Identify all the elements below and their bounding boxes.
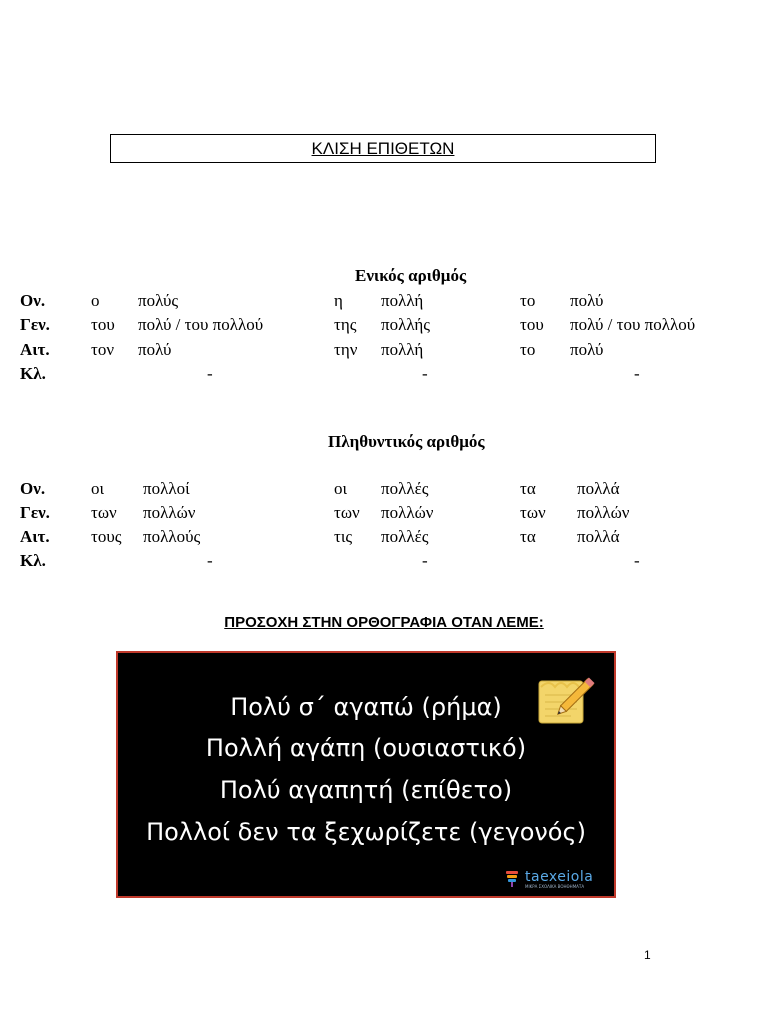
case-label: Γεν. bbox=[20, 503, 50, 522]
logo-tagline: ΜΙΚΡΑ ΣΧΟΛΙΚΑ ΒΟΗΘΗΜΑΤΑ bbox=[525, 883, 585, 889]
panel-line: Πολλοί δεν τα ξεχωρίζετε (γεγονός) bbox=[146, 818, 586, 846]
feminine-dash: - bbox=[422, 551, 428, 570]
feminine-article: της bbox=[334, 315, 357, 334]
neuter-form: πολλά bbox=[577, 479, 620, 498]
neuter-form: πολλά bbox=[577, 527, 620, 546]
neuter-article: τα bbox=[520, 479, 536, 498]
notepad-pencil-icon bbox=[535, 667, 601, 729]
case-label: Αιτ. bbox=[20, 340, 50, 359]
case-label: Ον. bbox=[20, 291, 46, 310]
page-number: 1 bbox=[644, 948, 651, 962]
table-row bbox=[0, 551, 768, 575]
logo-name: taexeiola bbox=[525, 868, 594, 885]
feminine-form: πολλές bbox=[381, 479, 429, 498]
masculine-form: πολύ bbox=[138, 340, 172, 359]
case-label: Κλ. bbox=[20, 364, 46, 383]
masculine-dash: - bbox=[207, 551, 213, 570]
table-row bbox=[0, 340, 768, 364]
case-label: Κλ. bbox=[20, 551, 46, 570]
feminine-article: οι bbox=[334, 479, 348, 498]
singular-heading: Ενικός αριθμός bbox=[355, 266, 467, 285]
taexeiola-logo bbox=[504, 867, 593, 891]
masculine-article: των bbox=[91, 503, 117, 522]
table-row bbox=[0, 315, 768, 339]
case-label: Αιτ. bbox=[20, 527, 50, 546]
neuter-article: τα bbox=[520, 527, 536, 546]
feminine-article: την bbox=[334, 340, 358, 359]
masculine-form: πολλούς bbox=[143, 527, 201, 546]
neuter-form: πολύ / του πολλού bbox=[570, 315, 696, 334]
neuter-article: το bbox=[520, 340, 536, 359]
table-row bbox=[0, 364, 768, 388]
page-title: ΚΛΙΣΗ ΕΠΙΘΕΤΩΝ bbox=[311, 138, 455, 158]
masculine-dash: - bbox=[207, 364, 213, 383]
masculine-form: πολλών bbox=[143, 503, 196, 522]
neuter-form: πολύ bbox=[570, 291, 604, 310]
panel-line: Πολύ αγαπητή (επίθετο) bbox=[219, 776, 513, 804]
table-row bbox=[0, 479, 768, 503]
neuter-article: του bbox=[520, 315, 544, 334]
feminine-article: των bbox=[334, 503, 360, 522]
feminine-article: η bbox=[334, 291, 343, 310]
masculine-form: πολλοί bbox=[143, 479, 190, 498]
neuter-form: πολύ bbox=[570, 340, 604, 359]
feminine-form: πολλής bbox=[381, 315, 431, 334]
feminine-form: πολλή bbox=[381, 340, 424, 359]
feminine-article: τις bbox=[334, 527, 353, 546]
neuter-form: πολλών bbox=[577, 503, 630, 522]
masculine-form: πολύς bbox=[138, 291, 179, 310]
masculine-form: πολύ / του πολλού bbox=[138, 315, 264, 334]
neuter-article: το bbox=[520, 291, 536, 310]
neuter-article: των bbox=[520, 503, 546, 522]
feminine-dash: - bbox=[422, 364, 428, 383]
table-row bbox=[0, 291, 768, 315]
masculine-article: τους bbox=[91, 527, 122, 546]
case-label: Γεν. bbox=[20, 315, 50, 334]
neuter-dash: - bbox=[634, 364, 640, 383]
masculine-article: του bbox=[91, 315, 115, 334]
feminine-form: πολλές bbox=[381, 527, 429, 546]
feminine-form: πολλών bbox=[381, 503, 434, 522]
page-title-box bbox=[110, 134, 656, 163]
taexeiola-logo-icon bbox=[504, 869, 520, 889]
plural-heading: Πληθυντικός αριθμός bbox=[328, 432, 485, 451]
panel-line: Πολύ σ΄ αγαπώ (ρήμα) bbox=[230, 693, 502, 721]
table-row bbox=[0, 527, 768, 551]
masculine-article: ο bbox=[91, 291, 100, 310]
panel-line: Πολλή αγάπη (ουσιαστικό) bbox=[205, 734, 527, 762]
table-row bbox=[0, 503, 768, 527]
spelling-warning-heading: ΠΡΟΣΟΧΗ ΣΤΗΝ ΟΡΘΟΓΡΑΦΙΑ ΟΤΑΝ ΛΕΜΕ: bbox=[224, 614, 544, 631]
feminine-form: πολλή bbox=[381, 291, 424, 310]
spelling-example-panel bbox=[116, 651, 616, 898]
masculine-article: τον bbox=[91, 340, 115, 359]
case-label: Ον. bbox=[20, 479, 46, 498]
masculine-article: οι bbox=[91, 479, 105, 498]
neuter-dash: - bbox=[634, 551, 640, 570]
